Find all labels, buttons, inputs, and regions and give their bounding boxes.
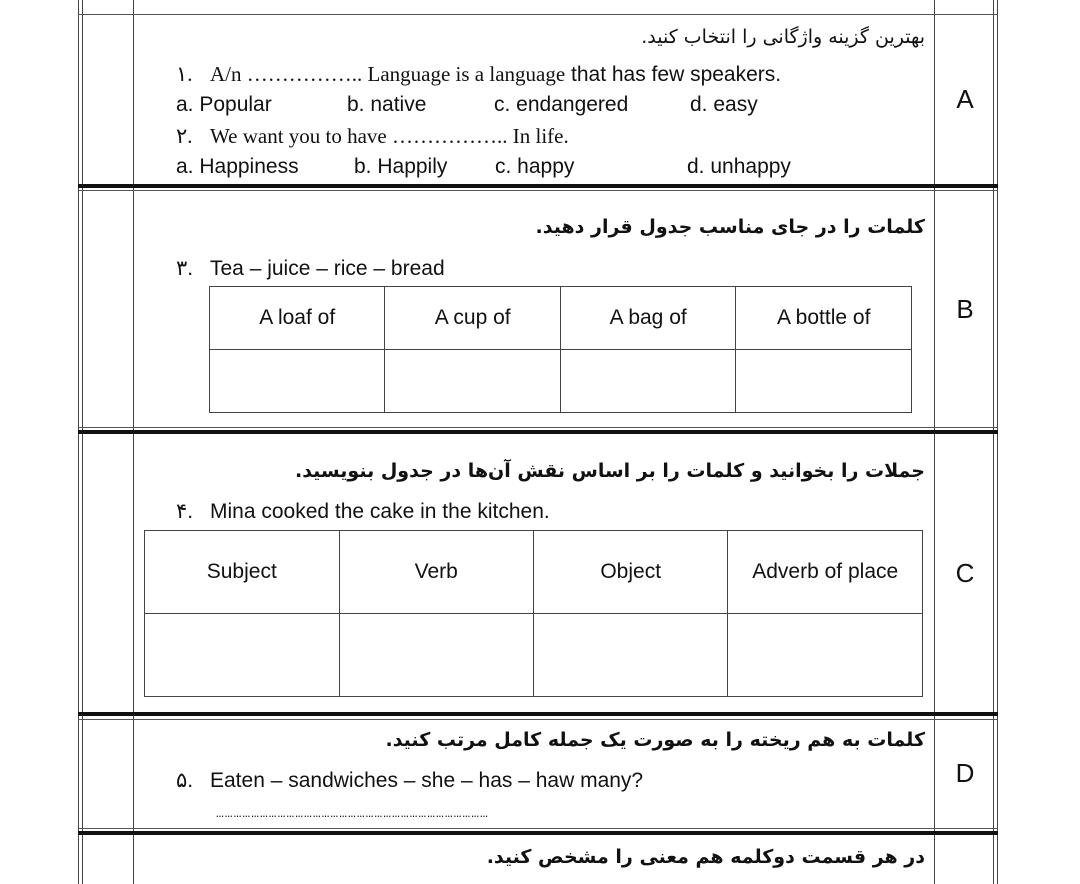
question-2-number: ٢.: [176, 124, 193, 148]
q1-option-d[interactable]: d. easy: [690, 93, 758, 116]
frame-label-divider: [934, 0, 935, 884]
q1-option-a[interactable]: a. Popular: [176, 93, 272, 116]
header-verb: Verb: [339, 531, 533, 614]
answer-cell-verb[interactable]: [339, 614, 533, 697]
question-3-text: Tea – juice – rice – bread: [210, 257, 445, 280]
header-bag: A bag of: [560, 287, 735, 350]
divider-cd-thin: [78, 719, 998, 720]
question-1-text: A/n …………….. Language is a language: [210, 62, 566, 86]
divider-cd: [78, 712, 998, 716]
divider-ab-thin: [78, 190, 998, 191]
divider-bc-thin: [78, 427, 998, 428]
answer-cell-subject[interactable]: [145, 614, 340, 697]
answer-cell-cup[interactable]: [385, 350, 560, 413]
divider-de: [78, 831, 998, 835]
top-border: [78, 14, 998, 15]
answer-cell-adverb[interactable]: [728, 614, 923, 697]
header-cup: A cup of: [385, 287, 560, 350]
header-adverb-of-place: Adverb of place: [728, 531, 923, 614]
question-5-number: ۵.: [176, 769, 194, 792]
section-b-instruction: کلمات را در جای مناسب جدول قرار دهید.: [535, 216, 925, 238]
question-2-text: We want you to have …………….. In life.: [210, 124, 569, 148]
section-a-label: A: [956, 84, 974, 114]
section-d-label: D: [955, 758, 975, 788]
answer-cell-bag[interactable]: [560, 350, 735, 413]
frame-left-outer: [78, 0, 79, 884]
header-bottle: A bottle of: [736, 287, 912, 350]
section-a-instruction: بهترین گزینه واژگانی را انتخاب کنید.: [641, 26, 925, 48]
section-e-instruction: در هر قسمت دوکلمه هم معنی را مشخص کنید.: [486, 846, 925, 868]
question-1: [176, 62, 781, 87]
question-5-text: Eaten – sandwiches – she – has – haw many?: [210, 769, 644, 792]
question-4-text: Mina cooked the cake in the kitchen.: [210, 500, 550, 523]
frame-right-inner: [993, 0, 994, 884]
divider-bc: [78, 430, 998, 434]
answer-cell-loaf[interactable]: [210, 350, 385, 413]
section-c-instruction: جملات را بخوانید و کلمات را بر اساس نقش آن‌ها در جدول بنویسید.: [294, 460, 925, 482]
question-3-number: ٣.: [176, 257, 194, 280]
question-1-text-end: that has few speakers.: [565, 63, 782, 86]
question-4-number: ۴.: [176, 500, 194, 523]
frame-col-divider: [133, 0, 134, 884]
section-c-label: C: [955, 558, 975, 588]
q1-option-b[interactable]: b. native: [347, 93, 427, 116]
section-c-table: [144, 530, 923, 697]
frame-left-inner: [82, 0, 83, 884]
question-2: [176, 124, 569, 149]
frame-right-outer: [997, 0, 998, 884]
question-5: [176, 768, 643, 793]
question-1-number: ١.: [176, 62, 193, 86]
q2-option-b[interactable]: b. Happily: [354, 155, 448, 178]
section-d-instruction: کلمات به هم ریخته را به صورت یک جمله کامل مرتب کنید.: [385, 729, 925, 751]
question-3: [176, 256, 445, 281]
header-loaf: A loaf of: [210, 287, 385, 350]
section-b-label: B: [956, 294, 974, 324]
divider-de-thin: [78, 828, 998, 829]
answer-cell-bottle[interactable]: [736, 350, 912, 413]
q2-option-a[interactable]: a. Happiness: [176, 155, 299, 178]
q1-option-c[interactable]: c. endangered: [494, 93, 629, 116]
header-object: Object: [533, 531, 728, 614]
divider-ab: [78, 184, 998, 188]
q2-option-d[interactable]: d. unhappy: [687, 155, 791, 178]
q2-option-c[interactable]: c. happy: [495, 155, 575, 178]
header-subject: Subject: [145, 531, 340, 614]
section-b-table: [209, 286, 912, 413]
answer-line[interactable]: …………………………………………………………………………………: [216, 806, 489, 821]
question-4: [176, 499, 550, 524]
answer-cell-object[interactable]: [533, 614, 728, 697]
